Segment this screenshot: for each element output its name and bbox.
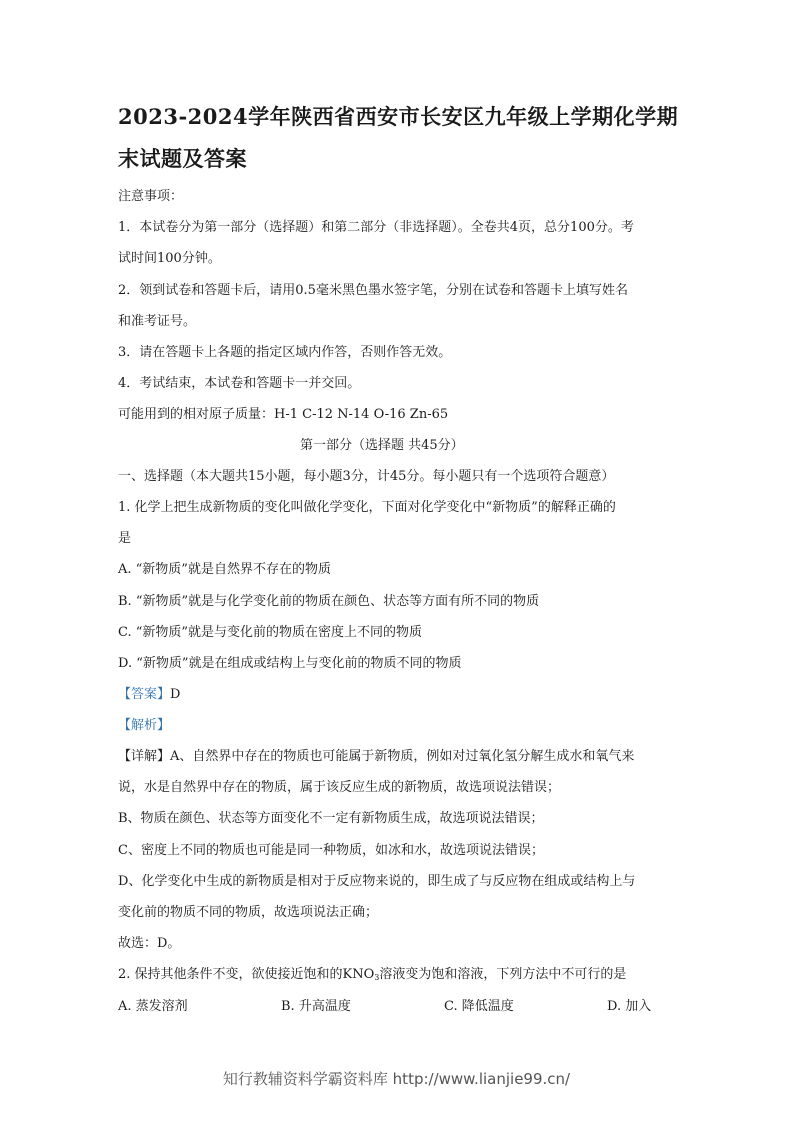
analysis-tag: 【解析】 (118, 718, 171, 733)
section-one-heading: 一、选择题（本大题共15小题，每小题3分，计45分。每小题只有一个选项符合题意） (118, 469, 615, 484)
q2-option-d: D. 加入 (607, 999, 652, 1014)
q2-options (118, 998, 678, 1016)
q1-detail-line-4: C、密度上不同的物质也可能是同一种物质，如冰和水，故选项说法错误； (118, 843, 544, 858)
q1-detail-line-5: D、化学变化中生成的新物质是相对于反应物来说的，即生成了与反应物在组成或结构上与 (118, 874, 636, 889)
atomic-masses: 可能用到的相对原子质量：H-1 C-12 N-14 O-16 Zn-65 (118, 407, 449, 422)
q1-stem-line-2: 是 (118, 531, 132, 546)
q2-stem-pre: 2. 保持其他条件不变，欲使接近饱和的KNO (118, 967, 375, 982)
q1-option-a: A. “新物质”就是自然界不存在的物质 (118, 562, 331, 577)
q1-option-c: C. “新物质”就是与变化前的物质在密度上不同的物质 (118, 625, 423, 640)
q2-stem (118, 966, 678, 987)
note-1-line-1: 1．本试卷分为第一部分（选择题）和第二部分（非选择题）。全卷共4页，总分100分。考 (118, 220, 634, 235)
footer-watermark: 知行教辅资料学霸资料库 http://www.lianjie99.cn/ (222, 1070, 571, 1088)
q1-conclusion: 故选：D。 (118, 936, 181, 951)
note-2-line-2: 和准考证号。 (118, 314, 197, 329)
document-title: 2023-2024学年陕西省西安市长安区九年级上学期化学期末试题及答案 (118, 104, 679, 171)
notes-heading: 注意事项： (118, 189, 184, 204)
q2-stem-post: 溶液变为饱和溶液，下列方法中不可行的是 (379, 967, 627, 982)
q1-option-d: D. “新物质”就是在组成或结构上与变化前的物质不同的物质 (118, 656, 462, 671)
q1-option-b: B. “新物质”就是与化学变化前的物质在颜色、状态等方面有所不同的物质 (118, 594, 540, 609)
q2-stem-sub: 3 (374, 973, 380, 982)
note-3: 3．请在答题卡上各题的指定区域内作答，否则作答无效。 (118, 345, 452, 360)
q1-detail-line-1 (118, 748, 678, 766)
note-1-line-2: 试时间100分钟。 (118, 251, 221, 266)
q1-answer (118, 686, 678, 704)
part-one-heading: 第一部分（选择题 共45分） (300, 438, 464, 453)
detail-text-1: A、自然界中存在的物质也可能属于新物质，例如对过氧化氢分解生成水和氧气来 (170, 749, 635, 764)
q1-detail-line-6: 变化前的物质不同的物质，故选项说法正确； (118, 905, 379, 920)
q1-analysis (118, 717, 678, 735)
q1-detail-line-3: B、物质在颜色、状态等方面变化不一定有新物质生成，故选项说法错误； (118, 811, 544, 826)
answer-tag: 【答案】 (118, 687, 171, 702)
detail-tag: 【详解】 (118, 749, 171, 764)
q1-stem-line-1: 1. 化学上把生成新物质的变化叫做化学变化，下面对化学变化中“新物质”的解释正确的 (118, 500, 616, 515)
answer-value: D (170, 687, 181, 702)
note-4: 4．考试结束，本试卷和答题卡一并交回。 (118, 376, 361, 391)
note-2-line-1: 2．领到试卷和答题卡后，请用0.5毫米黑色墨水签字笔，分别在试卷和答题卡上填写姓名 (118, 283, 628, 298)
q2-option-b: B. 升高温度 (281, 999, 351, 1014)
q1-detail-line-2: 说，水是自然界中存在的物质，属于该反应生成的新物质，故选项说法错误； (118, 780, 561, 795)
q2-option-c: C. 降低温度 (444, 999, 514, 1014)
q2-option-a: A. 蒸发溶剂 (118, 999, 188, 1014)
